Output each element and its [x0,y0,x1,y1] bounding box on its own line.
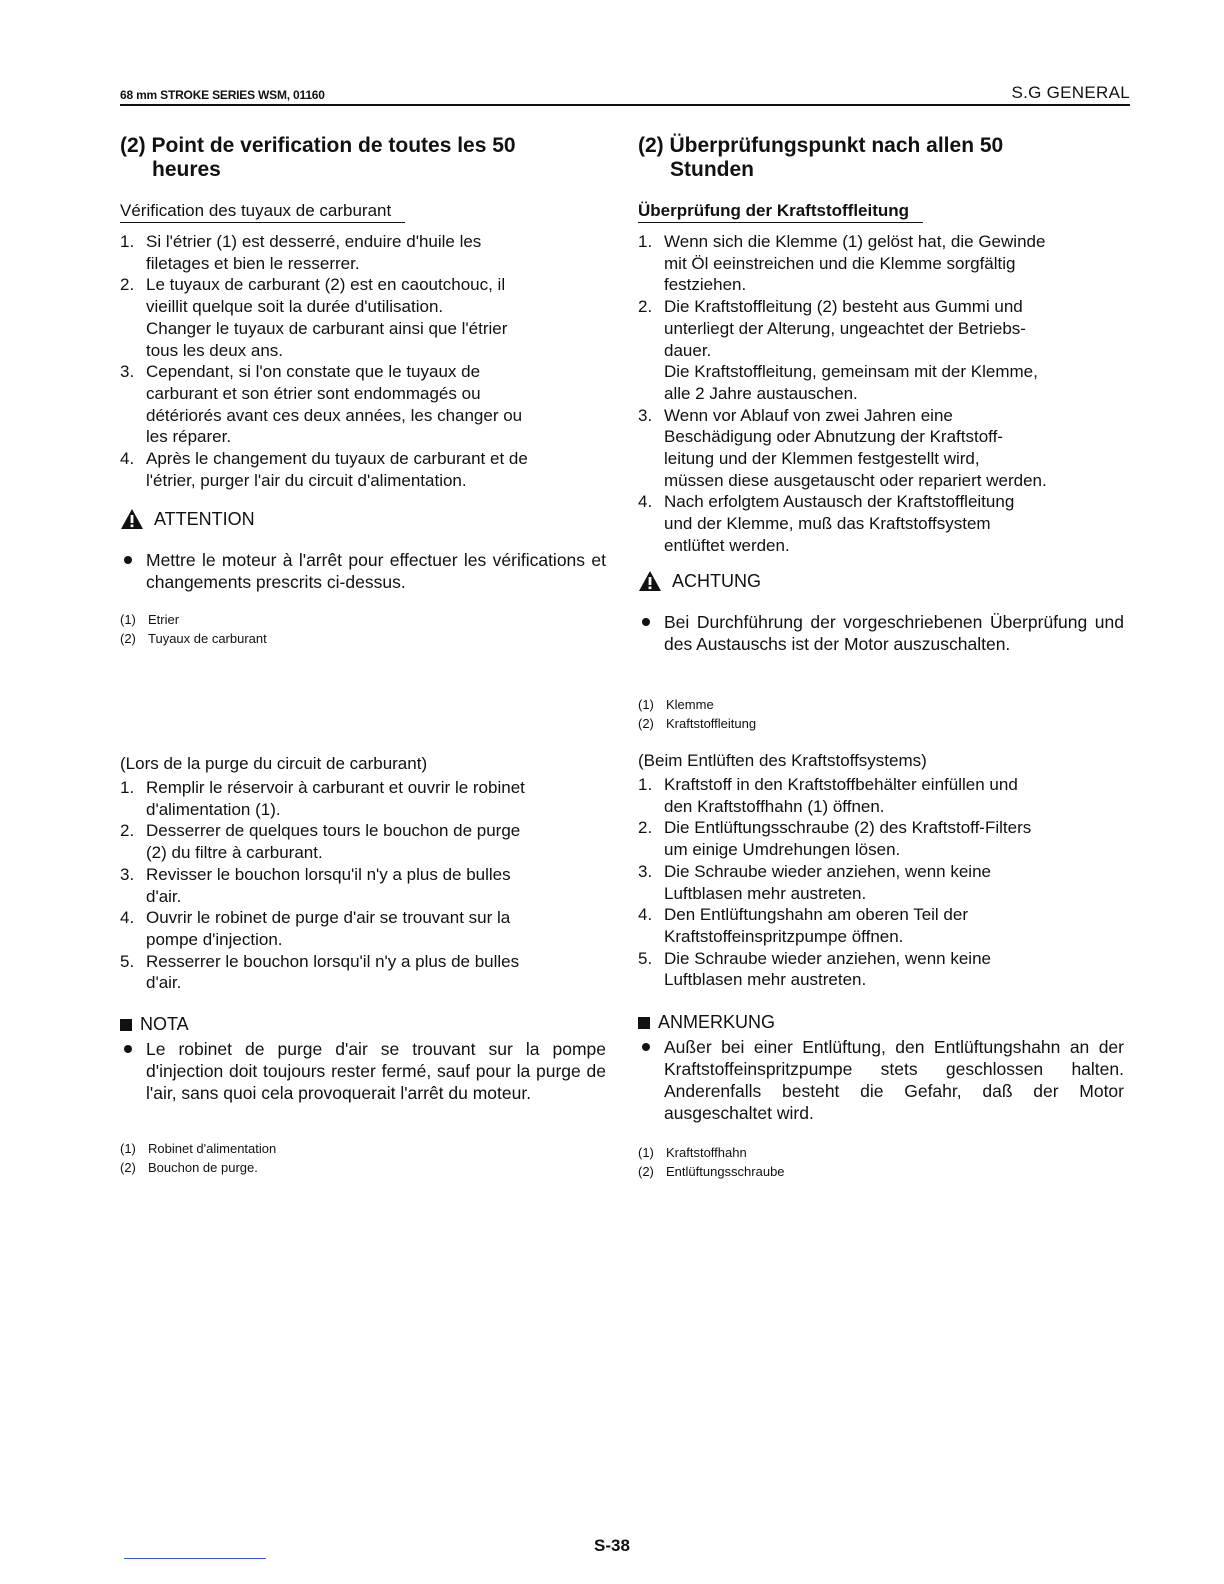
legend-item: (2) Tuyaux de carburant [120,631,267,646]
french-column [120,134,606,1184]
de-title [638,134,1124,182]
de-warning-heading [638,570,1124,592]
fr-note-text: Le robinet de purge d'air se trouvant sur la pompe d'injection doit toujours rester fermé, sauf pour la purge de l'air, sans quoi cela provoquerait l'arrêt du moteur. [146,1039,606,1103]
list-item: 2. Desserrer de quelques tours le bouchon de purge (2) du filtre à carburant. [120,821,521,863]
list-item: 1. Remplir le réservoir à carburant et ouvrir le robinet d'alimentation (1). [120,778,525,819]
de-legend-2 [638,1143,1124,1181]
de-note-text: Außer bei einer Entlüftung, den Entlüftungshahn an der Kraftstoffeinspritzpumpe stets geschlossen halten. Anderenfalls besteht die Gefahr, daß der Motor ausgeschaltet wird. [664,1037,1124,1123]
de-note-label: ANMERKUNG [658,1012,776,1032]
de-subhead: Überprüfung der Kraftstoffleitung [638,201,923,223]
list-item: 4. Nach erfolgtem Austausch der Kraftstoffleitung und der Klemme, muß das Kraftstoffsystem entlüftet werden. [638,492,1015,555]
fr-title-line1: (2) Point de verification de toutes les 50 [120,134,516,157]
de-warning-label: ACHTUNG [672,570,761,591]
fr-title [120,134,606,182]
header-series: 68 mm STROKE SERIES WSM, 01160 [120,88,325,102]
fr-warning-item [120,549,606,593]
legend-item: (1) Robinet d'alimentation [120,1141,277,1156]
list-item: 4. Après le changement du tuyaux de carburant et de l'étrier, purger l'air du circuit d'alimentation. [120,449,528,490]
list-item: 2. Le tuyaux de carburant (2) est en caoutchouc, il vieillit quelque soit la durée d'utilisation. Changer le tuyaux de carburant ainsi que l'étrier tous les deux ans. [120,275,508,360]
de-purge-steps-list [638,774,1124,991]
de-title-line1: (2) Überprüfungspunkt nach allen 50 [638,134,1004,157]
legend-item: (1) Klemme [638,697,714,712]
de-warning-text: Bei Durchführung der vorgeschriebenen Überprüfung und des Austauschs ist der Motor auszuschalten. [664,612,1124,654]
list-item: 3. Cependant, si l'on constate que le tuyaux de carburant et son étrier sont endommagés ou détériorés avant ces deux années, les changer ou les réparer. [120,362,523,447]
legend-item: (2) Bouchon de purge. [120,1160,258,1175]
de-title-line2: Stunden [670,158,754,181]
warning-triangle-icon [638,570,662,592]
fr-purge-steps-list [120,777,606,994]
list-item: 5. Die Schraube wieder anziehen, wenn keine Luftblasen mehr austreten. [638,948,991,990]
fr-note-label: NOTA [140,1014,189,1034]
german-column [638,134,1124,1194]
fr-warning-label: ATTENTION [154,508,255,529]
de-steps-list [638,231,1124,557]
list-item: 2. Die Kraftstoffleitung (2) besteht aus Gummi und unterliegt der Alterung, ungeachtet der Betriebs- dauer. Die Kraftstoffleitung, gemeinsam mit der Klemme, alle 2 Jahre austauschen. [638,297,1038,403]
page-number: S-38 [594,1536,630,1555]
list-item: 1. Wenn sich die Klemme (1) gelöst hat, die Gewinde mit Öl eeinstreichen und die Klemme sorgfältig festziehen. [638,232,1046,295]
list-item: 1. Si l'étrier (1) est desserré, enduire d'huile les filetages et bien le resserrer. [120,232,482,273]
bottom-rule [124,1558,266,1559]
fr-note-heading [120,1014,606,1035]
bullet-icon [124,1045,132,1053]
list-item: 4. Ouvrir le robinet de purge d'air se trouvant sur la pompe d'injection. [120,908,511,949]
fr-warning-heading [120,508,606,530]
legend-item: (1) Kraftstoffhahn [638,1145,747,1160]
list-item: 3. Die Schraube wieder anziehen, wenn keine Luftblasen mehr austreten. [638,861,991,903]
legend-item: (1) Etrier [120,612,180,627]
bullet-icon [642,1043,650,1051]
note-square-icon [638,1017,650,1029]
list-item: 5. Resserrer le bouchon lorsqu'il n'y a plus de bulles d'air. [120,951,520,993]
de-note-item [638,1036,1124,1124]
header-rule [120,104,1130,106]
de-warning-item [638,611,1124,655]
list-item: 4. Den Entlüftungshahn am oberen Teil der Kraftstoffeinspritzpumpe öffnen. [638,905,968,946]
fr-steps-list [120,231,606,491]
fr-title-line2: heures [152,158,221,181]
fr-subhead: Vérification des tuyaux de carburant [120,201,405,223]
list-item: 2. Die Entlüftungsschraube (2) des Kraftstoff-Filters um einige Umdrehungen lösen. [638,818,1032,860]
fr-warning-text: Mettre le moteur à l'arrêt pour effectuer les vérifications et changements prescrits ci-dessus. [146,550,606,592]
legend-item: (2) Entlüftungsschraube [638,1164,785,1179]
fr-note-item [120,1038,606,1104]
fr-legend-1 [120,610,606,648]
fr-legend-2 [120,1139,606,1177]
de-legend-1 [638,695,1124,733]
de-note-heading [638,1012,1124,1033]
list-item: 3. Wenn vor Ablauf von zwei Jahren eine Beschädigung oder Abnutzung der Kraftstoff- leitung und der Klemmen festgestellt wird, müssen diese ausgetauscht oder repariert werden. [638,405,1047,490]
bullet-icon [642,618,650,626]
page-header [120,82,1130,104]
list-item: 3. Revisser le bouchon lorsqu'il n'y a plus de bulles d'air. [120,864,511,906]
note-square-icon [120,1019,132,1031]
fr-purge-heading: (Lors de la purge du circuit de carburant) [120,754,428,773]
legend-item: (2) Kraftstoffleitung [638,716,757,731]
de-purge-heading: (Beim Entlüften des Kraftstoffsystems) [638,751,927,770]
bullet-icon [124,556,132,564]
header-section: S.G GENERAL [1011,83,1130,102]
list-item: 1. Kraftstoff in den Kraftstoffbehälter einfüllen und den Kraftstoffhahn (1) öffnen. [638,775,1018,816]
warning-triangle-icon [120,508,144,530]
